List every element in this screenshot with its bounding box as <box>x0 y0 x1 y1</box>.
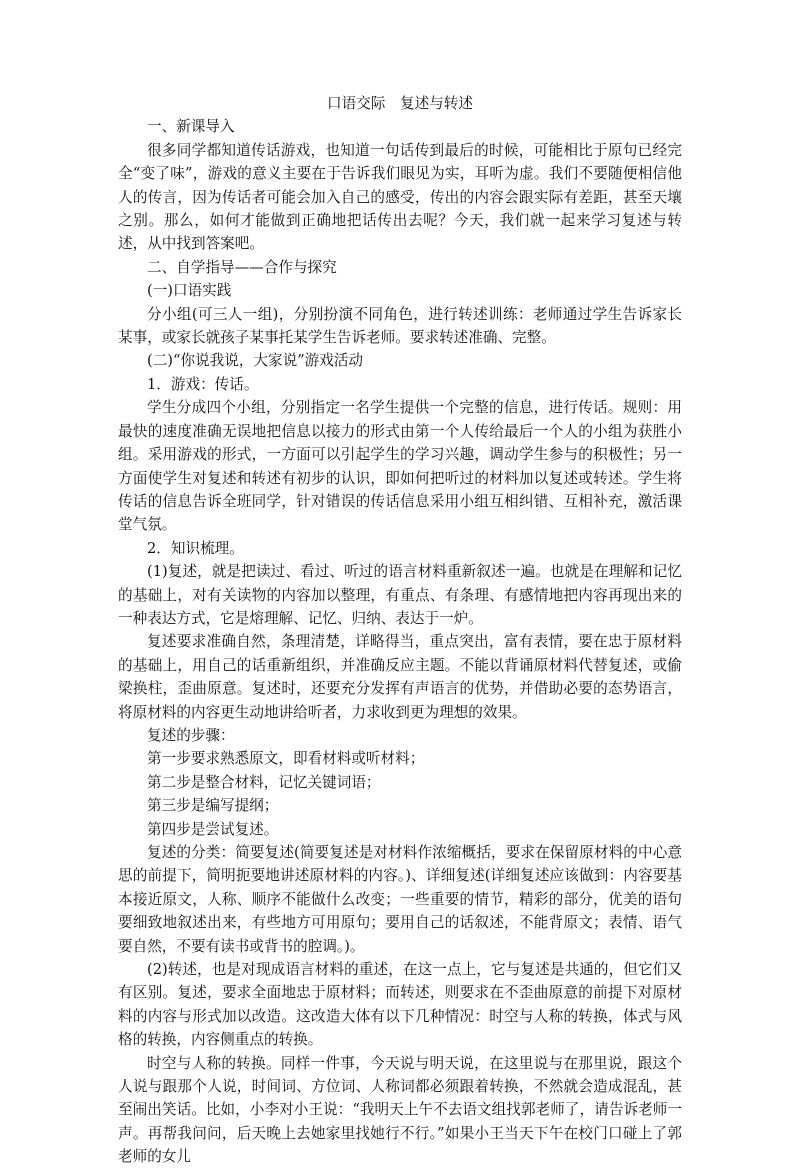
paragraph: 时空与人称的转换。同样一件事，今天说与明天说，在这里说与在那里说，跟这个人说与跟那个人说，时间词、方位词、人称词都必须跟着转换，不然就会造成混乱，甚至闹出笑话。比如，小李对小王说：“我明天上午不去语文组找郭老师了，请告诉老师一声。再帮我问问，后天晚上去她家里找她行不行。”如果小王当天下午在校门口碰上了郭老师的女儿 <box>118 1054 682 1166</box>
section-heading: 一、新课导入 <box>147 118 235 136</box>
paragraph: 学生分成四个小组，分别指定一名学生提供一个完整的信息，进行传话。规则：用最快的速度准确无误地把信息以接力的形式由第一个人传给最后一个人的小组为获胜小组。采用游戏的形式，一方面可以引起学生的学习兴趣，调动学生参与的积极性；另一方面使学生对复述和转述有初步的认识，即如何把听过的材料加以复述或转述。学生将传话的信息告诉全班同学，针对错误的传话信息采用小组互相纠错、互相补充，激活课堂气氛。 <box>118 399 682 534</box>
paragraph: (2)转述，也是对现成语言材料的重述，在这一点上，它与复述是共通的，但它们又有区别。复述，要求全面地忠于原材料；而转述，则要求在不歪曲原意的前提下对原材料的内容与形式加以改造。这改造大体有以下几种情况：时空与人称的转换，体式与风格的转换，内容侧重点的转换。 <box>118 961 682 1049</box>
document-body <box>118 115 682 1168</box>
section-heading: 第二步是整合材料，记忆关键词语； <box>147 773 381 791</box>
section-heading: 复述的步骤： <box>147 726 235 744</box>
paragraph: 分小组(可三人一组)，分别扮演不同角色，进行转述训练：老师通过学生告诉家长某事，或家长就孩子某事托某学生告诉老师。要求转述准确、完整。 <box>118 305 682 347</box>
section-heading: 二、自学指导——合作与探究 <box>147 258 337 276</box>
section-heading: (二)“你说我说，大家说”游戏活动 <box>147 352 364 370</box>
page-title: 口语交际 复述与转述 <box>327 95 473 112</box>
paragraph: 很多同学都知道传话游戏，也知道一句话传到最后的时候，可能相比于原句已经完全“变了味”，游戏的意义主要在于告诉我们眼见为实，耳听为虚。我们不要随便相信他人的传言，因为传话者可能会加入自己的感受，传出的内容会跟实际有差距，甚至天壤之别。那么，如何才能做到正确地把话传出去呢？今天，我们就一起来学习复述与转述，从中找到答案吧。 <box>118 141 682 253</box>
paragraph: 复述要求准确自然，条理清楚，详略得当，重点突出，富有表情，要在忠于原材料的基础上，用自己的话重新组织，并准确反应主题。不能以背诵原材料代替复述，或偷梁换柱，歪曲原意。复述时，还要充分发挥有声语言的优势，并借助必要的态势语言，将原材料的内容更生动地讲给听者，力求收到更为理想的效果。 <box>118 633 682 721</box>
section-heading: 第一步要求熟悉原文，即看材料或听材料； <box>147 750 425 768</box>
section-heading: 第四步是尝试复述。 <box>147 820 279 838</box>
document-page <box>118 92 682 1169</box>
section-heading: (一)口语实践 <box>147 282 232 300</box>
section-heading: 1．游戏：传话。 <box>147 375 259 393</box>
section-heading: 第三步是编写提纲； <box>147 797 279 815</box>
paragraph: (1)复述，就是把读过、看过、听过的语言材料重新叙述一遍。也就是在理解和记忆的基础上，对有关读物的内容加以整理，有重点、有条理、有感情地把内容再现出来的一种表达方式，它是熔理解、记忆、归纳、表达于一炉。 <box>118 563 682 627</box>
paragraph: 复述的分类：简要复述(简要复述是对材料作浓缩概括，要求在保留原材料的中心意思的前提下，简明扼要地讲述原材料的内容。)、详细复述(详细复述应该做到：内容要基本接近原文，人称、顺序不能做什么改变；一些重要的情节，精彩的部分，优美的语句要细致地叙述出来，有些地方可用原句；要用自己的话叙述，不能背原文；表情、语气要自然，不要有读书或背书的腔调。)。 <box>118 844 682 955</box>
section-heading: 2．知识梳理。 <box>147 539 244 557</box>
